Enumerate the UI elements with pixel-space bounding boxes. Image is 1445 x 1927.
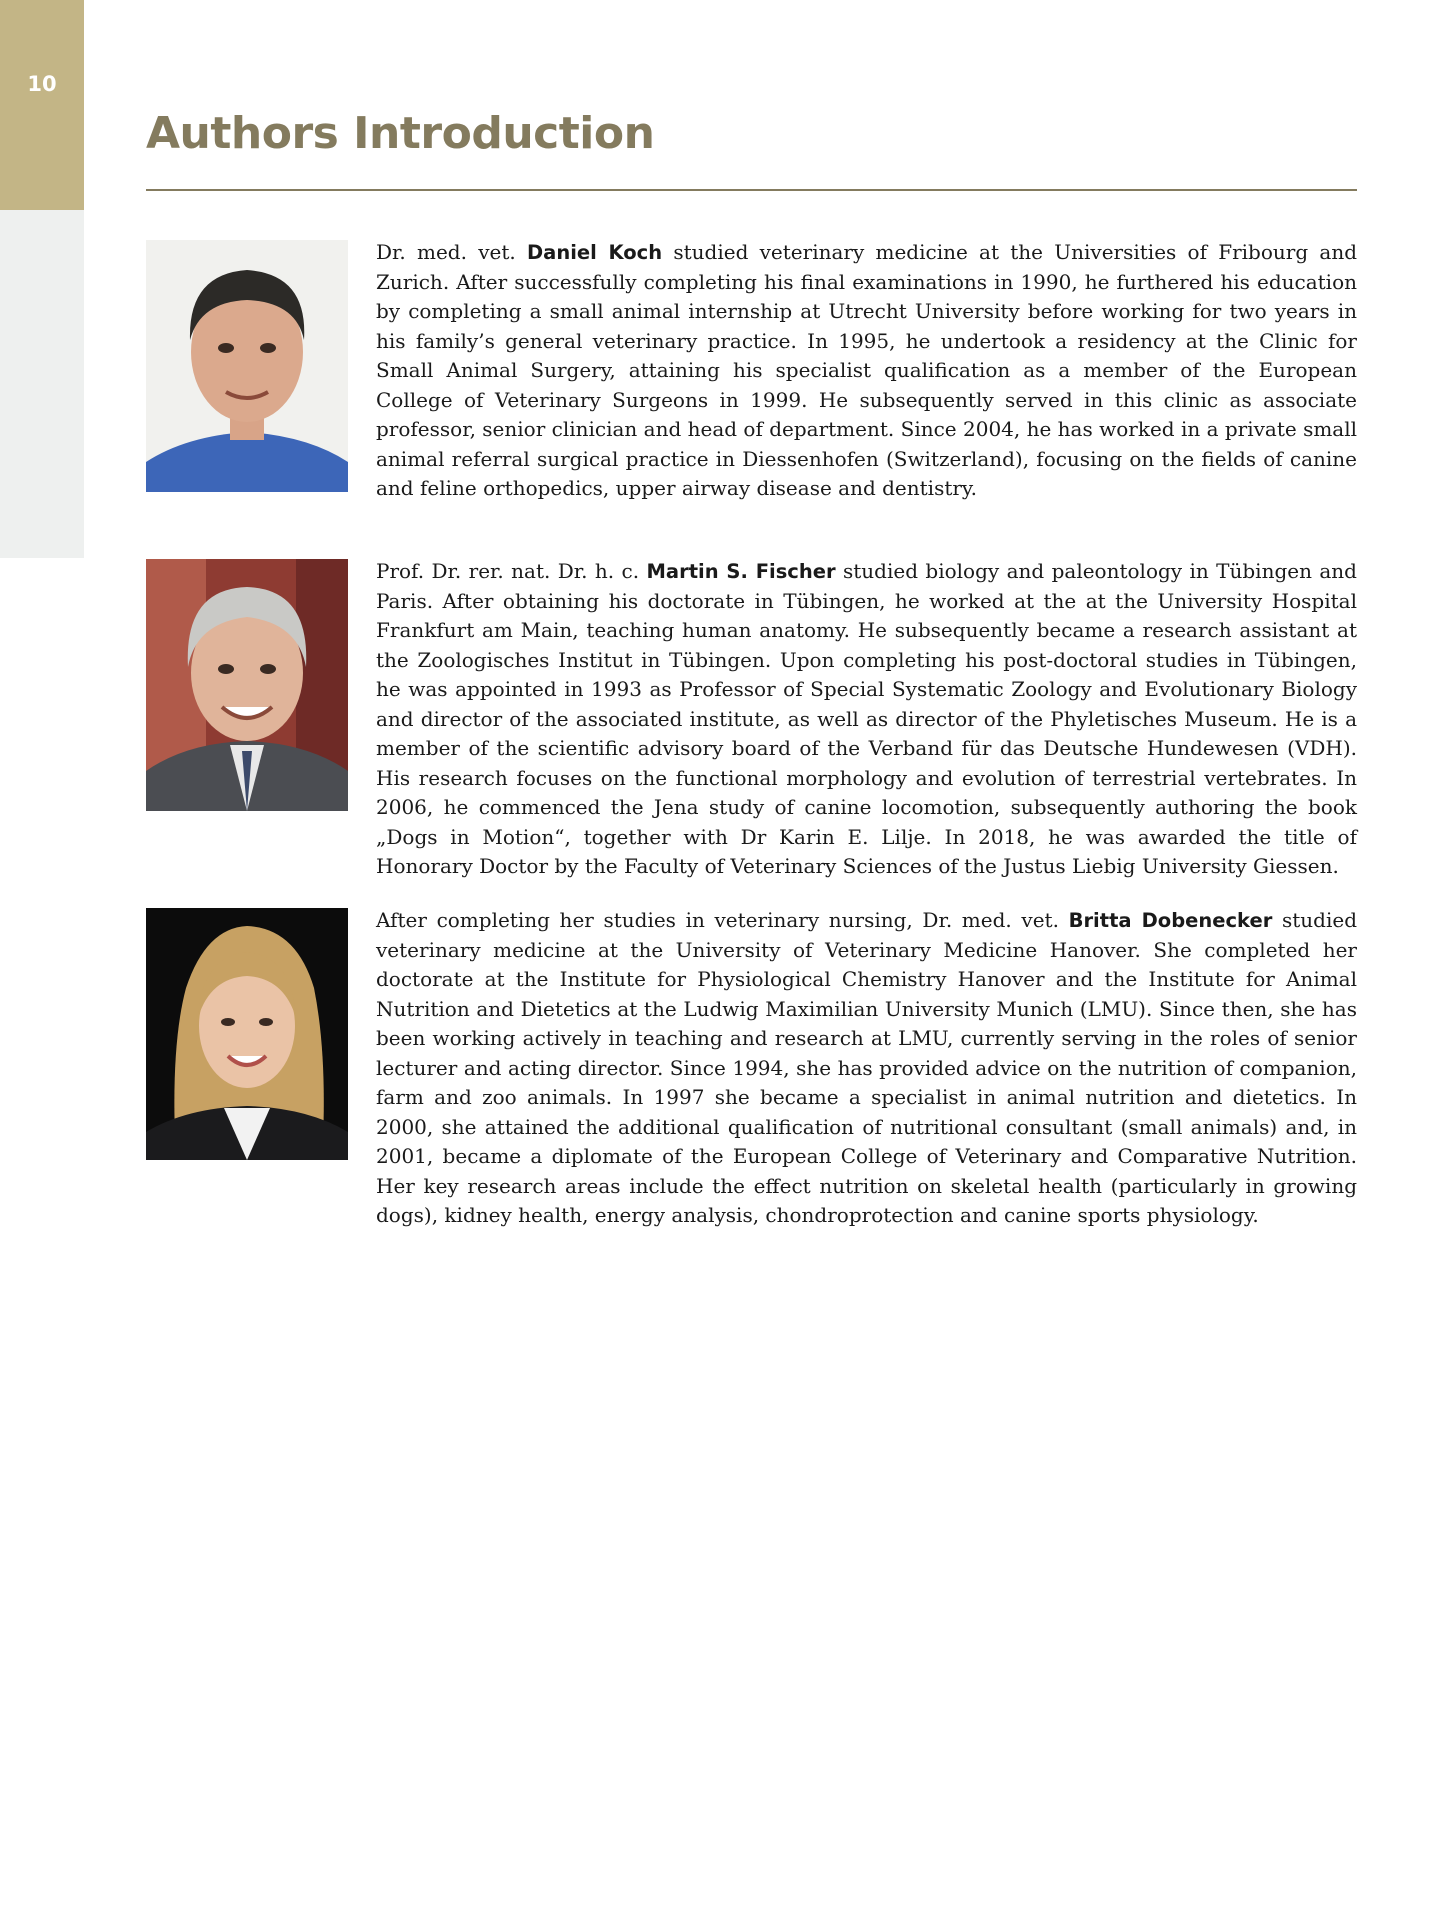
author-name: Daniel Koch bbox=[527, 241, 663, 264]
author-photo-britta-dobenecker bbox=[146, 908, 348, 1160]
author-bio: Prof. Dr. rer. nat. Dr. h. c. Martin S. Fischer studied biology and paleontology in Tübingen and Paris. After obtaining his doctorate in Tübingen, he worked at the at the University Hospital Frankfurt am Main, teaching human anatomy. He subsequently became a research assistant at the Zoologisches Institut in Tübingen. Upon completing his post-doctoral studies in Tübingen, he was appointed in 1993 as Professor of Special Systematic Zoology and Evolutionary Biology and director of the associated institute, as well as director of the Phyletisches Museum. He is a member of the scientific advisory board of the Verband für das Deutsche Hundewesen (VDH). His research focuses on the functional morphology and evolution of terrestrial vertebrates. In 2006, he commenced the Jena study of canine locomotion, subsequently authoring the book „Dogs in Motion“, together with Dr Karin E. Lilje. In 2018, he was awarded the title of Honorary Doctor by the Faculty of Veterinary Sciences of the Justus Liebig University Giessen. bbox=[376, 559, 1357, 878]
title-divider bbox=[146, 189, 1357, 191]
author-bio: Dr. med. vet. Daniel Koch studied veterinary medicine at the Universities of Fribourg and Zurich. After successfully completing his final examinations in 1990, he furthered his education by completing a small animal internship at Utrecht University before working for two years in his family’s general veterinary practice. In 1995, he undertook a residency at the Clinic for Small Animal Surgery, attaining his specialist qualification as a member of the European College of Veterinary Surgeons in 1999. He subsequently served in this clinic as associate professor, senior clinician and head of department. Since 2004, he has worked in a private small animal referral surgical practice in Diessenhofen (Switzerland), focusing on the fields of canine and feline orthopedics, upper airway disease and dentistry. bbox=[376, 240, 1358, 500]
author-bio: After completing her studies in veterinary nursing, Dr. med. vet. Britta Dobenecker studied veterinary medicine at the University of Veterinary Medicine Hanover. She completed her doctorate at the Institute for Physiological Chemistry Hanover and the Institute for Animal Nutrition and Dietetics at the Ludwig Maximilian University Munich (LMU). Since then, she has been working actively in teaching and research at LMU, currently serving in the roles of senior lecturer and acting director. Since 1994, she has provided advice on the nutrition of companion, farm and zoo animals. In 1997 she became a specialist in animal nutrition and dietetics. In 2000, she attained the additional qualification of nutritional consultant (small animals) and, in 2001, became a diplomate of the European College of Veterinary and Comparative Nutrition. Her key research areas include the effect nutrition on skeletal health (particularly in growing dogs), kidney health, energy analysis, chondroprotection and canine sports physiology. bbox=[376, 908, 1357, 1227]
page-title: Authors Introduction bbox=[146, 108, 655, 159]
author-photo-daniel-koch bbox=[146, 240, 348, 492]
author-name: Martin S. Fischer bbox=[646, 560, 836, 583]
author-photo-martin-fischer bbox=[146, 559, 348, 811]
page-number: 10 bbox=[27, 72, 57, 96]
side-strip bbox=[0, 210, 84, 558]
author-name: Britta Dobenecker bbox=[1068, 909, 1273, 932]
page-tab bbox=[0, 0, 84, 210]
